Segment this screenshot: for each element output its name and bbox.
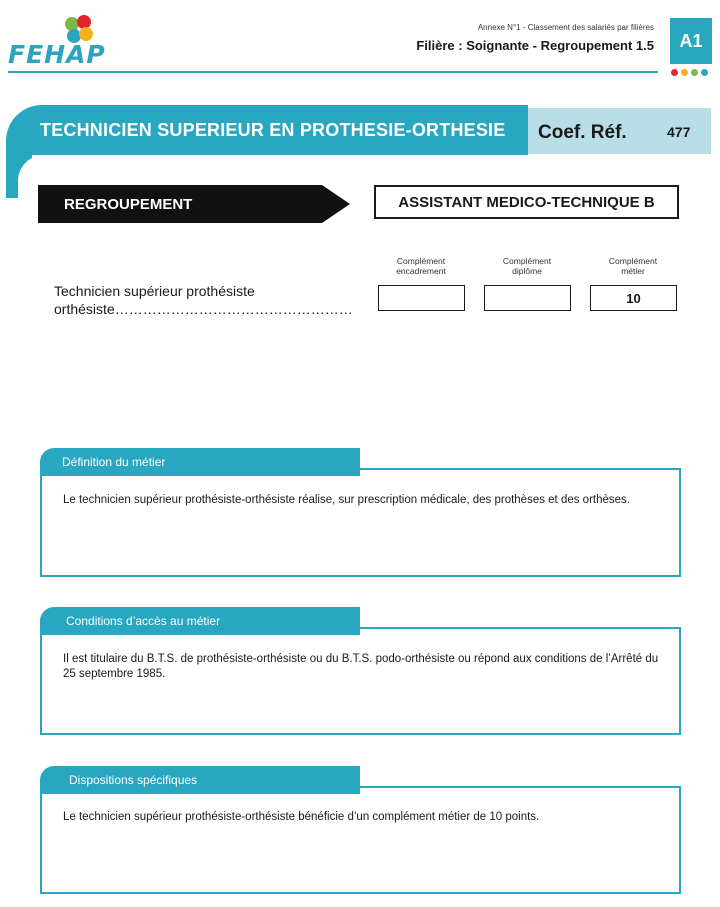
header-divider <box>8 71 658 73</box>
filiere-title: Filière : Soignante - Regroupement 1.5 <box>416 38 654 53</box>
conditions-text: Il est titulaire du B.T.S. de prothésiste-orthésiste ou du B.T.S. podo-orthésiste ou répond aux conditions de l’Arrêté du 25 septembre 1985. <box>63 653 659 680</box>
regroupement-label: REGROUPEMENT <box>64 196 193 213</box>
definition-text: Le technicien supérieur prothésiste-orthésiste réalise, sur prescription médicale, des prothèses et des orthèses. <box>63 494 630 506</box>
conditions-title: Conditions d’accès au métier <box>66 614 221 628</box>
definition-title: Définition du métier <box>62 455 166 469</box>
category-badge: A1 <box>670 18 712 64</box>
dot-yellow <box>681 69 688 76</box>
annex-text: Annexe N°1 - Classement des salariés par filières <box>477 23 654 32</box>
complement-encadrement-field <box>378 285 465 311</box>
dot-green <box>691 69 698 76</box>
job-title-heading: TECHNICIEN SUPERIEUR EN PROTHESIE-ORTHESIE <box>40 120 506 140</box>
coef-label: Coef. Réf. <box>538 122 627 143</box>
complement-metier-label <box>587 256 679 276</box>
complement-diplome-label-2: diplôme <box>512 266 542 276</box>
job-name-line1: Technicien supérieur prothésiste <box>54 283 255 299</box>
dispositions-title: Dispositions spécifiques <box>69 773 198 787</box>
complement-diplome-label <box>481 256 573 276</box>
complement-diplome-label-1: Complément <box>502 256 552 266</box>
complement-encadrement-label-1: Complément <box>396 256 446 266</box>
job-name <box>54 282 374 318</box>
color-dots <box>671 69 708 76</box>
dispositions-box <box>40 786 681 894</box>
dispositions-text: Le technicien supérieur prothésiste-orthésiste bénéficie d’un complément métier de 10 points. <box>63 811 540 823</box>
regroupement-value: ASSISTANT MEDICO-TECHNIQUE B <box>374 185 679 219</box>
job-name-line2: orthésiste…………………………………………… <box>54 301 353 317</box>
coef-value: 477 <box>667 124 691 140</box>
complement-metier-label-1: Complément <box>608 256 658 266</box>
dot-blue <box>701 69 708 76</box>
complement-metier-field: 10 <box>590 285 677 311</box>
dispositions-tab <box>40 766 360 794</box>
definition-tab <box>40 448 360 476</box>
definition-box <box>40 468 681 577</box>
dot-red <box>671 69 678 76</box>
complement-metier-label-2: métier <box>621 266 645 276</box>
complement-diplome-field <box>484 285 571 311</box>
complement-encadrement-label <box>375 256 467 276</box>
complement-encadrement-label-2: encadrement <box>396 266 446 276</box>
conditions-tab <box>40 607 360 635</box>
logo-text: FEHAP <box>8 40 106 69</box>
